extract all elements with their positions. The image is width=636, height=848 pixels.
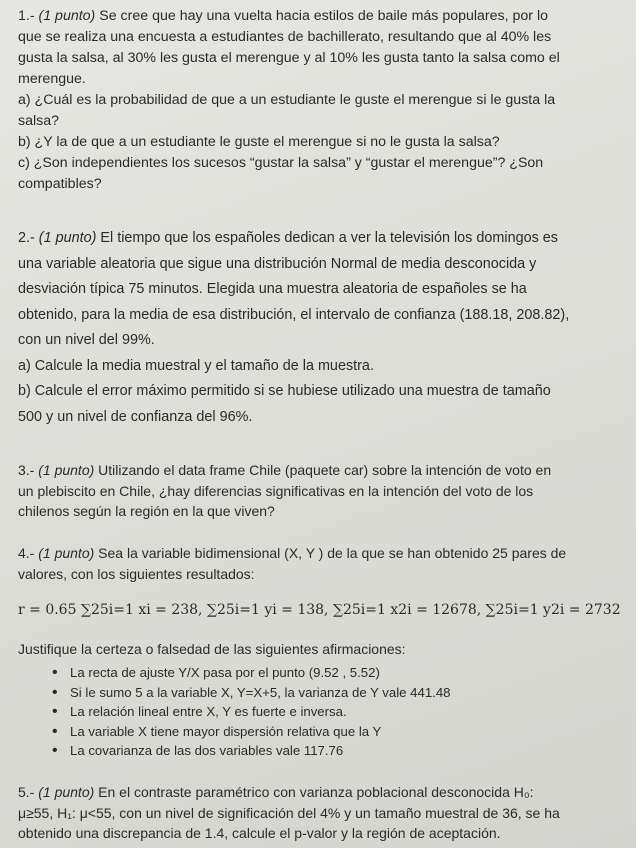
q1-part-c: c) ¿Son independientes los sucesos “gustar la salsa” y “gustar el merengue”? ¿Son	[18, 155, 544, 171]
q3-line-3: chilenos según la región en la que viven?	[18, 503, 275, 519]
q4-statement: • La variable X tiene mayor dispersión relativa que la Y	[70, 722, 626, 742]
q1-part-c-cont: compatibles?	[18, 176, 102, 192]
q4-statement-list	[70, 663, 626, 761]
q2-points: (1 punto)	[38, 230, 97, 246]
q2-line-2: una variable aleatoria que sigue una distribución Normal de media desconocida y	[18, 255, 537, 272]
q2-line-3: desviación típica 75 minutos. Elegida una muestra aleatoria de españoles se ha	[18, 281, 527, 297]
q2-part-a: a) Calcule la media muestral y el tamaño de la muestra.	[18, 357, 374, 374]
q5-line-2: μ≥55, H₁: μ<55, con un nivel de significación del 4% y un tamaño muestral de 36, se ha	[18, 804, 560, 821]
q1-points: (1 punto)	[38, 8, 96, 24]
q3-line-1: 3.- (1 punto) Utilizando el data frame Chile (paquete car) sobre la intención de voto en	[18, 462, 552, 478]
q4-statement: • La relación lineal entre X, Y es fuerte e inversa.	[70, 702, 626, 722]
q4-statement: • La recta de ajuste Y/X pasa por el punto (9.52 , 5.52)	[70, 663, 626, 683]
q4-statement: • Si le sumo 5 a la variable X, Y=X+5, la varianza de Y vale 441.48	[70, 683, 626, 703]
question-4	[18, 543, 626, 761]
q3-line-2: un plebiscito en Chile, ¿hay diferencias significativas en la intención del voto de los	[18, 482, 534, 499]
question-2	[18, 226, 626, 430]
q2-line-1: 2.- (1 punto) El tiempo que los españoles dedican a ver la televisión los domingos es	[18, 230, 558, 246]
q1-line-4: merengue.	[18, 71, 86, 87]
q4-statement: • La covarianza de las dos variables vale 117.76	[70, 741, 626, 761]
question-1	[18, 6, 626, 195]
q4-formula: r = 0.65 ∑25i=1 xi = 238, ∑25i=1 yi = 138, ∑25i=1 x2i = 12678, ∑25i=1 y2i = 2732	[18, 602, 621, 618]
question-5	[18, 782, 626, 844]
q1-part-a-cont: salsa?	[18, 113, 60, 129]
q2-line-5: con un nivel del 99%.	[18, 332, 155, 348]
q4-points: (1 punto)	[38, 545, 95, 561]
q2-line-4: obtenido, para la media de esa distribución, el intervalo de confianza (188.18, 208.82),	[18, 306, 570, 323]
question-3	[18, 460, 626, 522]
q1-part-a: a) ¿Cuál es la probabilidad de que a un estudiante le guste el merengue si le gusta la	[18, 92, 556, 108]
q4-line-2: valores, con los siguientes resultados:	[18, 565, 255, 582]
q1-line-3: gusta la salsa, al 30% les gusta el merengue y al 10% les gusta tanto la salsa como el	[18, 50, 560, 66]
q5-points: (1 punto)	[38, 784, 95, 800]
q2-part-b-cont: 500 y un nivel de confianza del 96%.	[18, 408, 253, 425]
q1-part-b: b) ¿Y la de que a un estudiante le guste el merengue si no le gusta la salsa?	[18, 134, 500, 150]
q1-line-1: 1.- (1 punto) Se cree que hay una vuelta hacia estilos de baile más populares, por lo	[18, 8, 549, 24]
q2-part-b: b) Calcule el error máximo permitido si se hubiese utilizado una muestra de tamaño	[18, 383, 551, 399]
q3-points: (1 punto)	[38, 462, 95, 478]
q4-line-1: 4.- (1 punto) Sea la variable bidimensional (X, Y ) de la que se han obtenido 25 pares de	[18, 545, 567, 561]
q1-line-2: que se realiza una encuesta a estudiantes de bachillerato, resultando que al 40% les	[18, 29, 552, 45]
q5-line-3: obtenido una discrepancia de 1.4, calcule el p-valor y la región de aceptación.	[18, 825, 501, 841]
q4-instruction: Justifique la certeza o falsedad de las siguientes afirmaciones:	[18, 640, 406, 657]
q5-line-1: 5.- (1 punto) En el contraste paramétrico con varianza poblacional desconocida H₀:	[18, 784, 534, 800]
